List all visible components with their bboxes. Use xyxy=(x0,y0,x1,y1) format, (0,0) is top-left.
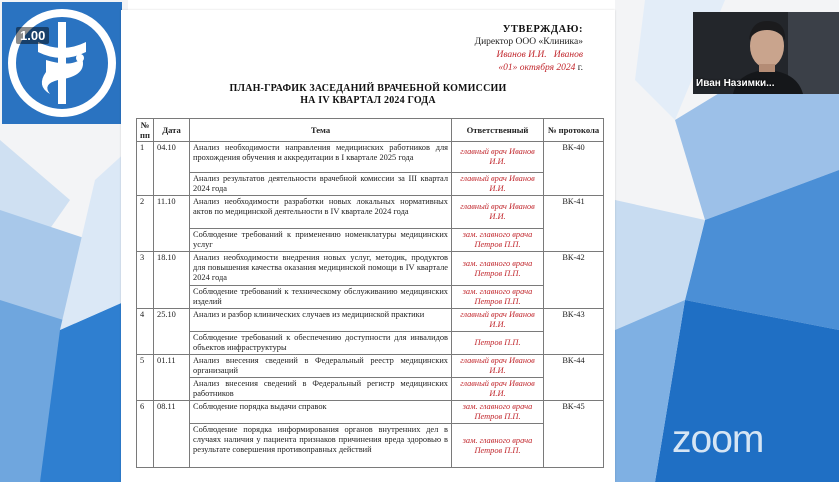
participant-name: Иван Назимки... xyxy=(696,78,775,89)
header-responsible: Ответственный xyxy=(452,119,544,142)
caduceus-icon xyxy=(2,2,122,124)
row-responsible: главный врач Иванов И.И. xyxy=(452,142,544,173)
table-row xyxy=(137,424,604,468)
row-responsible: зам. главного врача Петров П.П. xyxy=(452,252,544,286)
row-responsible: Петров П.П. xyxy=(452,332,544,355)
row-date: 01.11 xyxy=(154,355,190,401)
meeting-schedule-table xyxy=(136,118,604,468)
row-topic: Анализ необходимости внедрения новых услуг, методик, продуктов для повышения качества оказания медицинской помощи в IV квартале 2024 года xyxy=(190,252,452,286)
row-topic: Анализ необходимости направления медицинских работников для прохождения обучения и аккредитации в I квартале 2025 года xyxy=(190,142,452,173)
row-date: 11.10 xyxy=(154,196,190,252)
row-responsible: главный врач Иванов И.И. xyxy=(452,196,544,229)
row-protocol: ВК-45 xyxy=(544,401,604,468)
table-row xyxy=(137,401,604,424)
row-responsible: главный врач Иванов И.И. xyxy=(452,378,544,401)
row-number: 4 xyxy=(137,309,154,355)
row-responsible: зам. главного врача Петров П.П. xyxy=(452,401,544,424)
header-topic: Тема xyxy=(190,119,452,142)
director-signature: Иванов И.И. xyxy=(496,50,547,60)
table-row xyxy=(137,286,604,309)
row-number: 5 xyxy=(137,355,154,401)
table-row xyxy=(137,142,604,173)
slide-left-decoration xyxy=(0,0,128,482)
row-number: 3 xyxy=(137,252,154,309)
table-header-row xyxy=(137,119,604,142)
header-date: Дата xyxy=(154,119,190,142)
row-topic: Анализ внесения сведений в Федеральный регистр медицинских работников xyxy=(190,378,452,401)
table-row xyxy=(137,252,604,286)
row-topic: Анализ и разбор клинических случаев из медицинской практики xyxy=(190,309,452,332)
table-row xyxy=(137,309,604,332)
playback-speed-badge[interactable]: 1.00 xyxy=(16,27,49,44)
row-date: 04.10 xyxy=(154,142,190,196)
table-row xyxy=(137,173,604,196)
approval-signature-line xyxy=(475,49,583,62)
row-number: 2 xyxy=(137,196,154,252)
row-topic: Соблюдение порядка информирования органов внутренних дел в случаях наличия у пациента признаков причинения вреда здоровью в результате совершения противоправных действий xyxy=(190,424,452,468)
table-row xyxy=(137,355,604,378)
table-row xyxy=(137,332,604,355)
table-row xyxy=(137,196,604,229)
approval-date-line xyxy=(475,62,583,75)
approval-heading: УТВЕРЖДАЮ: xyxy=(502,24,583,35)
participant-video-tile[interactable] xyxy=(693,12,839,94)
medical-logo xyxy=(2,2,122,124)
document-page xyxy=(121,10,615,482)
row-topic: Соблюдение требований к техническому обслуживанию медицинских изделий xyxy=(190,286,452,309)
row-topic: Соблюдение порядка выдачи справок xyxy=(190,401,452,424)
approval-date: «01» октября 2024 xyxy=(498,63,576,73)
row-protocol: ВК-42 xyxy=(544,252,604,309)
row-responsible: зам. главного врача Петров П.П. xyxy=(452,424,544,468)
row-number: 1 xyxy=(137,142,154,196)
row-responsible: главный врач Иванов И.И. xyxy=(452,355,544,378)
row-topic: Анализ результатов деятельности врачебной комиссии за III квартал 2024 года xyxy=(190,173,452,196)
row-topic: Соблюдение требований к обеспечению доступности для инвалидов объектов инфраструктуры xyxy=(190,332,452,355)
approval-block xyxy=(475,23,583,75)
row-protocol: ВК-40 xyxy=(544,142,604,196)
table-row xyxy=(137,229,604,252)
row-topic: Соблюдение требований к применению номенклатуры медицинских услуг xyxy=(190,229,452,252)
row-protocol: ВК-44 xyxy=(544,355,604,401)
row-protocol: ВК-43 xyxy=(544,309,604,355)
document-title-line1: ПЛАН-ГРАФИК ЗАСЕДАНИЙ ВРАЧЕБНОЙ КОМИССИИ xyxy=(229,83,507,94)
zoom-watermark: zoom xyxy=(672,418,764,461)
director-name: Иванов xyxy=(553,50,583,60)
row-date: 08.11 xyxy=(154,401,190,468)
header-number: № пп xyxy=(137,119,154,142)
row-topic: Анализ необходимости разработки новых локальных нормативных актов по медицинской деятельности в IV квартале 2024 года xyxy=(190,196,452,229)
row-responsible: главный врач Иванов И.И. xyxy=(452,173,544,196)
document-title-line2: НА IV КВАРТАЛ 2024 ГОДА xyxy=(300,95,436,106)
row-responsible: зам. главного врача Петров П.П. xyxy=(452,286,544,309)
document-title xyxy=(121,83,615,107)
approval-director: Директор ООО «Клиника» xyxy=(474,37,583,47)
header-protocol: № протокола xyxy=(544,119,604,142)
row-protocol: ВК-41 xyxy=(544,196,604,252)
row-number: 6 xyxy=(137,401,154,468)
row-responsible: зам. главного врача Петров П.П. xyxy=(452,229,544,252)
approval-date-suffix: г. xyxy=(577,63,583,73)
row-date: 18.10 xyxy=(154,252,190,309)
row-responsible: главный врач Иванов И.И. xyxy=(452,309,544,332)
row-date: 25.10 xyxy=(154,309,190,355)
row-topic: Анализ внесения сведений в Федеральный реестр медицинских организаций xyxy=(190,355,452,378)
table-row xyxy=(137,378,604,401)
